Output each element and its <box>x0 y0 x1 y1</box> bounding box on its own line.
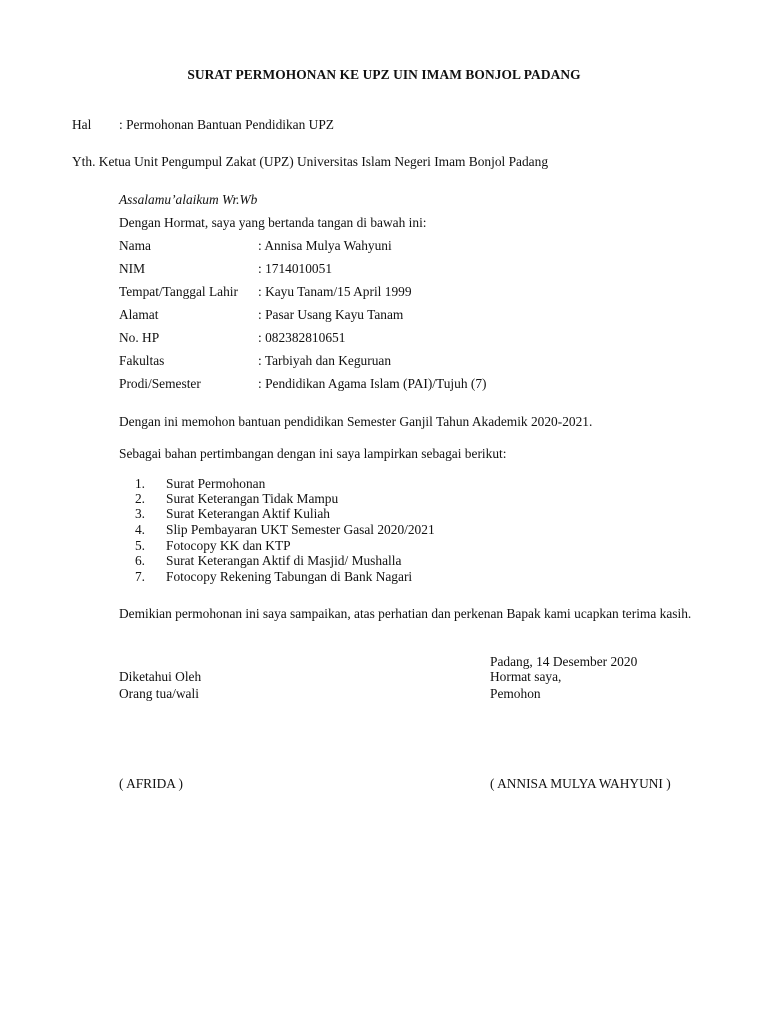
recipient-line: Yth. Ketua Unit Pengumpul Zakat (UPZ) Universitas Islam Negeri Imam Bonjol Padang <box>72 154 549 169</box>
intro-line: Dengan Hormat, saya yang bertanda tangan di bawah ini: <box>119 215 427 230</box>
closing-paragraph: Demikian permohonan ini saya sampaikan, atas perhatian dan perkenan Bapak kami ucapkan terima kasih. <box>119 606 692 621</box>
place-date: Padang, 14 Desember 2020 <box>490 654 638 669</box>
list-item: Fotocopy Rekening Tabungan di Bank Nagari <box>166 569 413 584</box>
list-item-number: 5. <box>134 538 145 553</box>
field-value-hp: : 082382810651 <box>258 330 346 345</box>
list-item-number: 4. <box>134 522 145 537</box>
applicant-label: Pemohon <box>490 686 541 701</box>
subject-value: : Permohonan Bantuan Pendidikan UPZ <box>119 117 334 132</box>
applicant-signature-name: ( ANNISA MULYA WAHYUNI ) <box>490 776 671 791</box>
list-item: Fotocopy KK dan KTP <box>166 538 291 553</box>
field-label-nama: Nama <box>119 238 151 253</box>
field-label-fakultas: Fakultas <box>119 353 165 368</box>
greeting: Assalamu’alaikum Wr.Wb <box>119 192 258 207</box>
field-label-alamat: Alamat <box>119 307 159 322</box>
parent-label: Orang tua/wali <box>119 686 199 701</box>
attachments-intro: Sebagai bahan pertimbangan dengan ini saya lampirkan sebagai berikut: <box>119 446 507 461</box>
field-label-ttl: Tempat/Tanggal Lahir <box>119 284 238 299</box>
list-item-number: 3. <box>134 506 145 521</box>
field-value-nim: : 1714010051 <box>258 261 333 276</box>
request-paragraph: Dengan ini memohon bantuan pendidikan Semester Ganjil Tahun Akademik 2020-2021. <box>119 414 593 429</box>
parent-signature-name: ( AFRIDA ) <box>119 776 183 791</box>
list-item: Surat Permohonan <box>166 476 266 491</box>
list-item-number: 1. <box>134 476 145 491</box>
field-value-ttl: : Kayu Tanam/15 April 1999 <box>258 284 412 299</box>
list-item-number: 6. <box>134 553 145 568</box>
list-item-number: 2. <box>134 491 145 506</box>
list-item-number: 7. <box>134 569 145 584</box>
list-item: Surat Keterangan Aktif Kuliah <box>166 506 330 521</box>
field-label-nim: NIM <box>119 261 146 276</box>
subject-label: Hal <box>72 117 92 132</box>
field-label-prodi: Prodi/Semester <box>119 376 201 391</box>
field-label-hp: No. HP <box>119 330 160 345</box>
letter-title: SURAT PERMOHONAN KE UPZ UIN IMAM BONJOL PADANG <box>187 67 581 82</box>
field-value-alamat: : Pasar Usang Kayu Tanam <box>258 307 404 322</box>
field-value-prodi: : Pendidikan Agama Islam (PAI)/Tujuh (7) <box>258 376 487 391</box>
list-item: Surat Keterangan Aktif di Masjid/ Mushalla <box>166 553 402 568</box>
list-item: Slip Pembayaran UKT Semester Gasal 2020/2021 <box>166 522 435 537</box>
field-value-fakultas: : Tarbiyah dan Keguruan <box>258 353 392 368</box>
field-value-nama: : Annisa Mulya Wahyuni <box>258 238 392 253</box>
list-item: Surat Keterangan Tidak Mampu <box>166 491 339 506</box>
regards-label: Hormat saya, <box>490 669 562 684</box>
known-by-label: Diketahui Oleh <box>119 669 202 684</box>
